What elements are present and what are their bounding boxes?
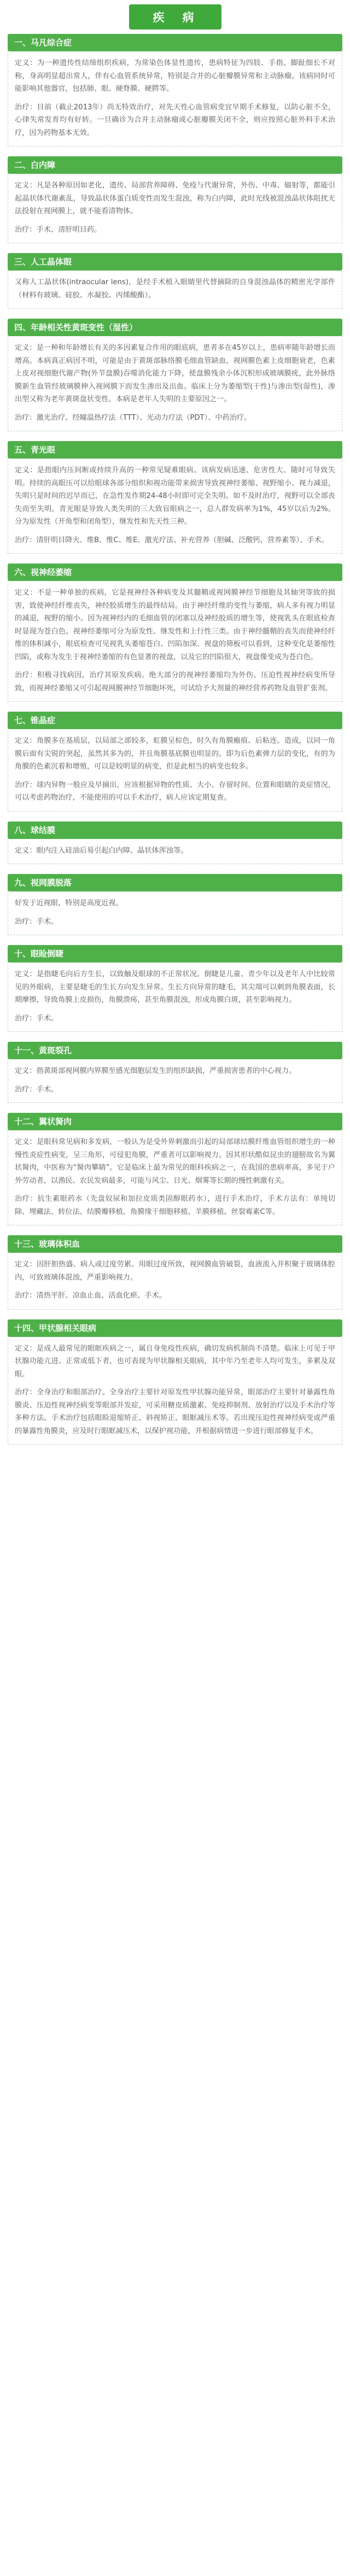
section-body	[8, 581, 342, 702]
section-body	[8, 174, 342, 243]
section-paragraph: 定义：眼内注入硅油后易引起白内障、晶状体浑浊等。	[15, 846, 188, 855]
section-header: 四、年龄相关性黄斑变性（湿性）	[8, 319, 342, 336]
sections-list	[0, 34, 350, 1445]
section-card	[8, 945, 342, 1032]
section-body	[8, 729, 342, 812]
section-card	[8, 156, 342, 243]
section-paragraph: 治疗：清肝明目降火、维B、维C、维E、激光疗法、补充营养（胆碱、泛酸钙、营养素等）、手术。	[15, 536, 329, 544]
section-paragraph: 治疗：抗生素眼药水（先盘奴尿和加拉皮质类固醇眼药水），进行手术治疗，手术方法有：单纯切除、埋藏法、转位法、结膜瓣移植、角膜缘干细胞移植、羊膜移植、丝裂霉素C等。	[15, 1195, 335, 1216]
section-card	[8, 253, 342, 309]
section-paragraph: 定义：因肝胆热盛、病人或过度劳累、用眼过度所致，视网膜血管破裂，血液流入并积聚于玻璃体腔内，可致玻璃体混浊，严重影响视力。	[15, 1260, 335, 1282]
section-paragraph: 治疗：手术。	[15, 917, 59, 926]
section-header: 三、人工晶体眼	[8, 253, 342, 271]
section-header: 十二、翼状胬肉	[8, 1113, 342, 1130]
section-paragraph: 定义：指黄斑部视网膜内界膜至感光细胞层发生的组织缺损，严重损害患者的中心视力。	[15, 1067, 296, 1075]
section-body	[8, 459, 342, 554]
section-body	[8, 51, 342, 146]
section-paragraph: 定义：是成人最常见的眼眶疾病之一，属自身免疫性疾病，确切发病机制尚不清楚。临床上可见于甲状腺功能亢进、正常或低下者，也可表现为甲状腺相关眼病，其中年乃至老年人均可发生，多累及双眼。	[15, 1344, 335, 1378]
section-body	[8, 271, 342, 309]
section-header: 十、眼睑倒睫	[8, 945, 342, 963]
section-paragraph: 治疗：手术、清肝明目药。	[15, 225, 102, 234]
section-paragraph: 治疗：手术。	[15, 1014, 59, 1023]
section-header: 十四、甲状腺相关眼病	[8, 1319, 342, 1337]
section-header: 二、白内障	[8, 156, 342, 174]
section-paragraph: 治疗：目前（截止2013年）尚无特效治疗，对先天性心血管病变宜早期手术修复，以防心脏不全，心律失常发育均有好转。一旦确诊为合并主动脉瘤或心脏瓣膜关闭不全，则应按照心脏外科手术治疗，因为药物基本无效。	[15, 103, 335, 137]
section-card	[8, 564, 342, 702]
section-card	[8, 441, 342, 554]
section-header: 一、马凡综合症	[8, 34, 342, 51]
section-paragraph: 治疗：清热平肝、凉血止血、活血化瘀、手术。	[15, 1292, 166, 1300]
section-header: 十一、黄斑裂孔	[8, 1042, 342, 1059]
section-paragraph: 定义：是一种和年龄增长有关的多因素复合作用的眼底病，患者多在45岁以上，患病率随年龄增长而增高。本病真正病因不明，可能是由于黄斑部脉络膜毛细血管缺血，视网膜色素上皮细胞衰老，色素上皮对视细胞代谢产物(外节盘膜)吞噬消化能力下降，使盘膜残余小体沉积形成玻璃膜疣，此外脉络膜新生血管经玻璃膜伸入视网膜下而发生渗出及出血。临床上分为萎缩型(干性)与渗出型(湿性)，渗出型又称为老年黄斑盘状变性。本病是老年人失明的主要原因之一。	[15, 344, 335, 403]
section-card	[8, 1235, 342, 1310]
section-paragraph: 定义：不是一种单独的疾病，它是视神经各种病变及其髓鞘或视网膜神经节细胞及其轴突等致的损害，致使神经纤维丧失，神经胶质增生的最终结局。由于神经纤维的变性与萎缩，病人多有视力明显的减退，视野的缩小。因为视神经内的毛细血管的闭塞以及神经胶质的增生等，使视乳头在眼底检查时显现为苍白色。视神经萎缩可分为原发性、继发性和上行性三类。由于神经髓鞘的丧失而使神经纤维的体积减小，眼底检查可见视乳头萎缩苍白、凹陷加深、视盘的筛板可以看到，这种变化是萎缩性凹陷，或称为发生于视神经萎缩的有色显著的视盘，以及它的凹陷很大，视盘像变成为苍白色。	[15, 589, 335, 661]
section-card	[8, 1113, 342, 1225]
section-paragraph: 治疗：积极寻找病因，治疗其原发疾病。绝大部分的视神经萎缩均为外伤、压迫性视神经病变所导致，而视神经萎缩又可引起视网膜神经节细胞坏死，可试给予大剂量的神经营养药物及血管扩张剂。	[15, 671, 335, 693]
section-header: 六、视神经萎缩	[8, 564, 342, 581]
section-card	[8, 821, 342, 865]
section-card	[8, 1319, 342, 1445]
section-card	[8, 1042, 342, 1103]
section-header: 八、球结膜	[8, 821, 342, 839]
section-body	[8, 891, 342, 935]
section-card	[8, 712, 342, 812]
section-card	[8, 34, 342, 146]
section-header: 七、锥晶症	[8, 712, 342, 729]
page-title: 疾 病	[129, 4, 221, 30]
section-body	[8, 1059, 342, 1103]
section-paragraph: 定义：角膜多在基质层，以局部之部较多，虹膜呈棕色，时久有角膜瘢痕、后粘连。造成，以同一角膜后面有尖锐的突起，虽然其多为的，并且角膜基底膜也明显的。即为后色素弹力层的变化，有的为角膜的色素沉着和增殖，可以是较明显的病变，但是此相当的病变也较多。	[15, 737, 335, 771]
section-card	[8, 874, 342, 935]
section-paragraph: 定义：是眼科常见病和多发病，一般认为是受外界刺激而引起的局部球结膜纤维血管组织增生的一种慢性炎症性病变，呈三角形，可侵犯角膜，严重者可以影响视力。因其形状酷似昆虫的翅膀故名为翼状胬肉，中医称为“胬肉攀睛”。它是临床上最为常见的眼科疾病之一，在我国的患病率高，多见于户外劳动者，以渔民、农民发病最多，可能与风尘、日光、烟雾等长期的慢性刺激有关。	[15, 1138, 335, 1185]
section-paragraph: 定义：为一种遗传性结缔组织疾病，为常染色体显性遗传，患病特征为四肢、手指、脚趾细长不对称，身高明显超出常人，伴有心血管系统异常，特别是合并的心脏瓣膜异常和主动脉瘤。该病同时可能影响其他器官，包括肺、眼、硬脊膜、硬腭等。	[15, 59, 335, 93]
section-header: 九、视网膜脱落	[8, 874, 342, 891]
title-bar	[0, 0, 350, 34]
section-paragraph: 治疗：全身治疗和眼部治疗。全身治疗主要针对原发性甲状腺功能异常，眼部治疗主要针对暴露性角膜炎、压迫性视神经病变等眼部并发症，可采用糖皮质激素、免疫抑制剂、放射治疗以及手术治疗等多种方法。手术治疗包括眼睑退缩矫正、斜视矫正、眼眶减压术等。若出现压迫性视神经病变或严重的暴露性角膜炎，应及时行眼眶减压术，以保护视功能，并根据病情进一步进行眼部修复手术。	[15, 1388, 335, 1435]
section-paragraph: 定义：是指眼内压间断或持续升高的一种常见疑难眼病。该病发病迅速、危害性大、随时可导致失明。持续的高眼压可以给眼球各部分组织和视功能带来损害导致视神经萎缩、视野缩小、视力减退，失明只是时间的迟早而已，在急性发作期24-48小时即可完全失明。如不及时治疗，视野可以全部丧失而至失明。青光眼是导致人类失明的三大致盲眼病之一，总人群发病率为1%，45岁以后为2%。分为原发性（开角型和闭角型），继发性和先天性三种。	[15, 466, 335, 526]
section-body	[8, 1253, 342, 1310]
section-body	[8, 1337, 342, 1445]
section-paragraph: 定义：是指睫毛向后方生长，以致触及眼球的不正常状况。倒睫是儿童、青少年以及老年人中比较常见的外眼病，主要是睫毛的生长方向发生异常。生长方向异常的睫毛，其尖端可以刺到角膜表面，长期摩擦，导致角膜上皮损伤，角膜溃疡，甚至角膜混浊，形成角膜白斑，甚至影响视力。	[15, 970, 335, 1004]
section-paragraph: 定义：凡是各种原因如老化，遗传、局部营养障碍、免疫与代谢异常，外伤、中毒、辐射等，都能引起晶状体代谢紊乱，导致晶状体蛋白质变性而发生混浊，称为白内障，此时光线被混浊晶状体阻扰无法投射在视网膜上，就不能看清物体。	[15, 181, 335, 215]
section-paragraph: 治疗：球内异物一般应及早摘出，应该根据异物的性质、大小、存留时间、位置和眼睛的炎症情况，可以考虑药物治疗，不能使用的可以手术治疗，病人应该定期复查。	[15, 781, 335, 802]
section-paragraph: 又称人工晶状体(intraocular lens)，是经手术植入眼睛里代替摘除的自身混浊晶体的精密光学部件（材料有玻璃、硅胶、水凝胶、丙烯酸酯）。	[15, 278, 335, 300]
section-card	[8, 319, 342, 431]
section-header: 五、青光眼	[8, 441, 342, 459]
section-body	[8, 839, 342, 865]
section-body	[8, 963, 342, 1032]
section-header: 十三、玻璃体积血	[8, 1235, 342, 1253]
section-paragraph: 治疗：手术。	[15, 1085, 59, 1094]
section-paragraph: 治疗：激光治疗、经瞳温热疗法（TTT）、光动力疗法（PDT）、中药治疗。	[15, 413, 252, 422]
section-paragraph: 好发于近视眼，特别是高度近视。	[15, 899, 123, 907]
section-body	[8, 1130, 342, 1225]
section-body	[8, 336, 342, 431]
